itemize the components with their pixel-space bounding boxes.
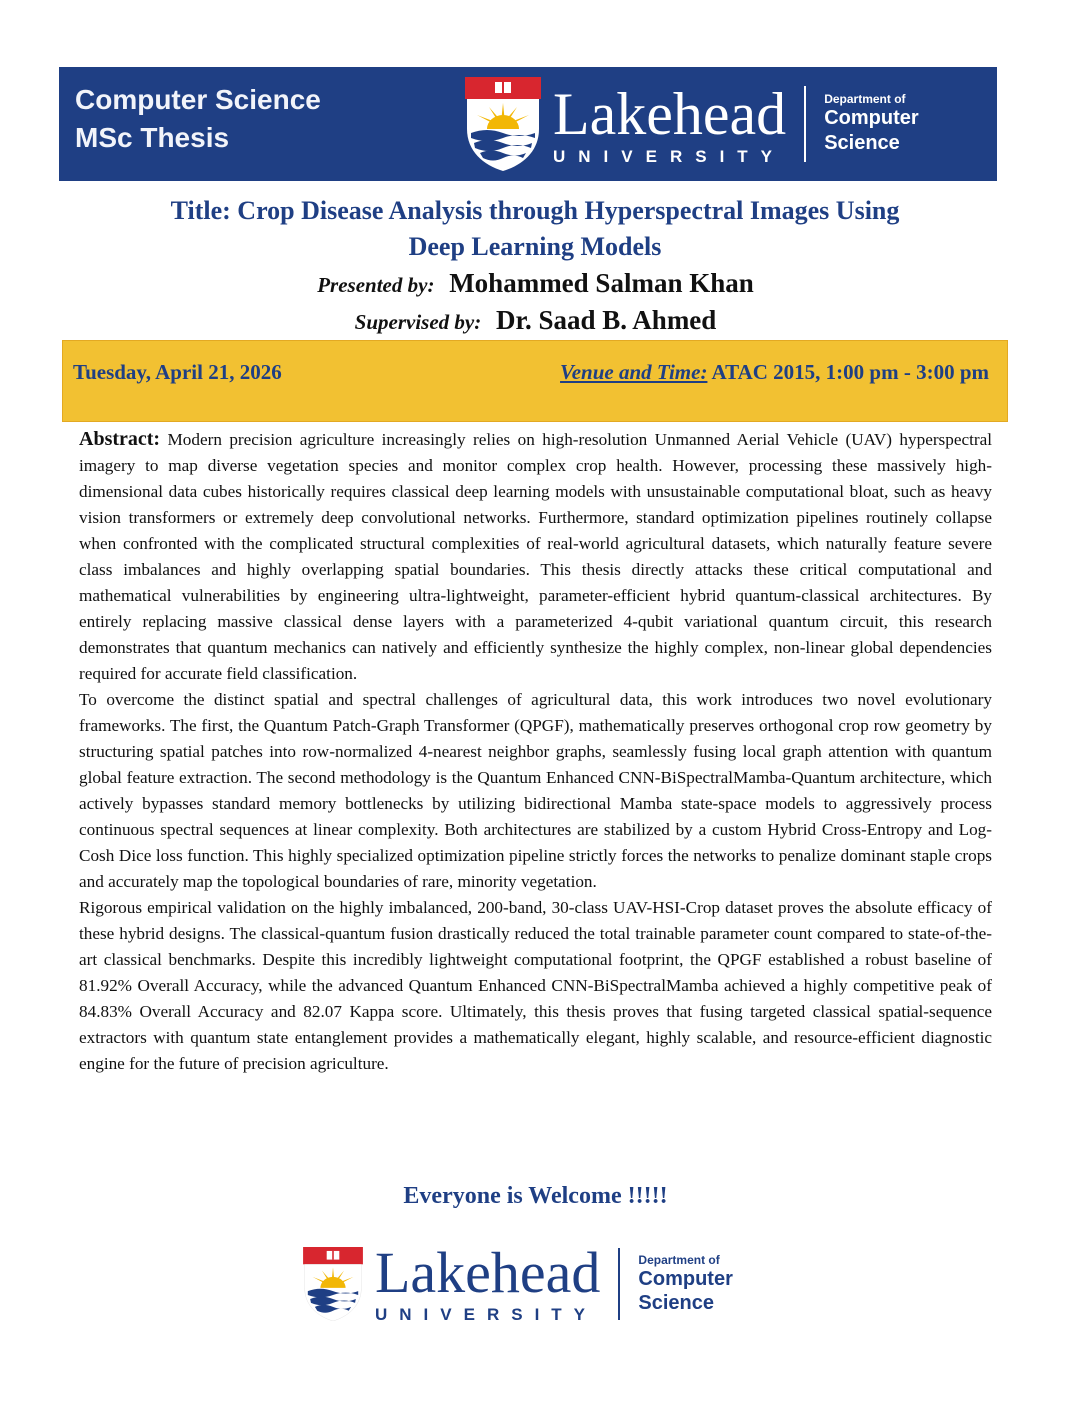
dept-line-2: Computer bbox=[638, 1267, 733, 1290]
abstract-paragraph-2: To overcome the distinct spatial and spectral challenges of agricultural data, this work introduces two novel evolutionary frameworks. The first, the Quantum Patch-Graph Transformer (QPGF), mathematically preserves orthogonal crop row geometry by structuring spatial patches into row-normalized 4-nearest neighbor graphs, seamlessly fusing local graph attention with quantum global feature extraction. The second methodology is the Quantum Enhanced CNN-BiSpectralMamba-Quantum architecture, which actively bypasses standard memory bottlenecks by utilizing bidirectional Mamba state-space models to aggressively process continuous spectral sequences at linear complexity. Both architectures are stabilized by a custom Hybrid Cross-Entropy and Log-Cosh Dice loss function. This highly specialized optimization pipeline strictly forces the networks to penalize dominant staple crops and accurately map the topological boundaries of rare, minority vegetation. bbox=[79, 690, 992, 891]
title-line-1: Title: Crop Disease Analysis through Hyperspectral Images Using bbox=[170, 196, 900, 225]
abstract-label: Abstract: bbox=[79, 428, 161, 450]
logo-divider bbox=[618, 1248, 620, 1320]
presenter-name: Mohammed Salman Khan bbox=[449, 268, 754, 298]
logo-name: Lakehead bbox=[375, 1240, 601, 1305]
dept-line-1: Department of bbox=[824, 92, 906, 106]
thesis-title bbox=[60, 193, 1010, 265]
presenter-label: Presented by: bbox=[317, 273, 435, 297]
program-label bbox=[75, 81, 321, 157]
dept-line-3: Science bbox=[824, 132, 900, 154]
lakehead-logo-header bbox=[465, 77, 919, 171]
logo-wordmark bbox=[553, 80, 787, 166]
program-line-2: MSc Thesis bbox=[75, 122, 230, 153]
supervisor-name: Dr. Saad B. Ahmed bbox=[496, 305, 717, 335]
logo-university: UNIVERSITY bbox=[375, 1305, 598, 1324]
abstract-paragraph-1 bbox=[79, 426, 992, 687]
presenter-line bbox=[0, 268, 1071, 299]
event-date: Tuesday, April 21, 2026 bbox=[73, 360, 282, 384]
title-line-2: Deep Learning Models bbox=[408, 232, 662, 261]
logo-department bbox=[824, 92, 918, 156]
venue-value: ATAC 2015, 1:00 pm - 3:00 pm bbox=[711, 360, 989, 384]
lakehead-shield-icon bbox=[303, 1247, 363, 1321]
logo-department bbox=[638, 1253, 732, 1315]
abstract-paragraph-3: Rigorous empirical validation on the highly imbalanced, 200-band, 30-class UAV-HSI-Crop dataset proves the absolute efficacy of these hybrid designs. The classical-quantum fusion drastically reduced the total trainable parameter count compared to state-of-the-art classical benchmarks. Despite this incredibly lightweight computational footprint, the QPGF established a robust baseline of 81.92% Overall Accuracy, while the advanced Quantum Enhanced CNN-BiSpectralMamba achieved a highly competitive peak of 84.83% Overall Accuracy and 82.07 Kappa score. Ultimately, this thesis proves that fusing targeted classical spatial-sequence extractors with quantum state entanglement provides a mathematically elegant, highly scalable, and resource-efficient diagnostic engine for the future of precision agriculture. bbox=[79, 898, 992, 1073]
event-venue bbox=[560, 360, 989, 385]
header-banner bbox=[59, 67, 997, 181]
venue-label: Venue and Time: bbox=[560, 360, 708, 384]
abstract bbox=[79, 426, 992, 1077]
supervisor-line bbox=[0, 305, 1071, 336]
supervisor-label: Supervised by: bbox=[354, 310, 482, 334]
dept-line-3: Science bbox=[638, 1291, 715, 1314]
abstract-text-1: Modern precision agriculture increasingly relies on high-resolution Unmanned Aerial Vehicle (UAV) hyperspectral imagery to map diverse vegetation species and monitor complex crop health. However, processing these massively high-dimensional data cubes historically requires classical deep learning models with unsustainable computational bloat, such as heavy vision transformers or extremely deep convolutional networks. Furthermore, standard optimization pipelines routinely collapse when confronted with the complicated structural complexities of real-world agricultural datasets, which naturally feature severe class imbalances and highly overlapping spatial boundaries. This thesis directly attacks these critical computational and mathematical vulnerabilities by engineering ultra-lightweight, parameter-efficient hybrid quantum-classical architectures. By entirely replacing massive classical dense layers with a parameterized 4-qubit variational quantum circuit, this research demonstrates that quantum mechanics can natively and efficiently synthesize the highly complex, non-linear global dependencies required for accurate field classification. bbox=[79, 430, 993, 683]
logo-university: UNIVERSITY bbox=[553, 146, 786, 166]
lakehead-shield-icon bbox=[465, 77, 541, 171]
welcome-message: Everyone is Welcome !!!!! bbox=[403, 1183, 668, 1209]
logo-wordmark bbox=[375, 1240, 601, 1324]
lakehead-logo-footer bbox=[303, 1240, 733, 1324]
dept-line-1: Department of bbox=[638, 1252, 720, 1267]
program-line-1: Computer Science bbox=[75, 84, 321, 115]
event-details-bar bbox=[62, 340, 1008, 422]
logo-divider bbox=[804, 86, 806, 162]
logo-name: Lakehead bbox=[553, 80, 787, 147]
dept-line-2: Computer bbox=[824, 107, 919, 129]
